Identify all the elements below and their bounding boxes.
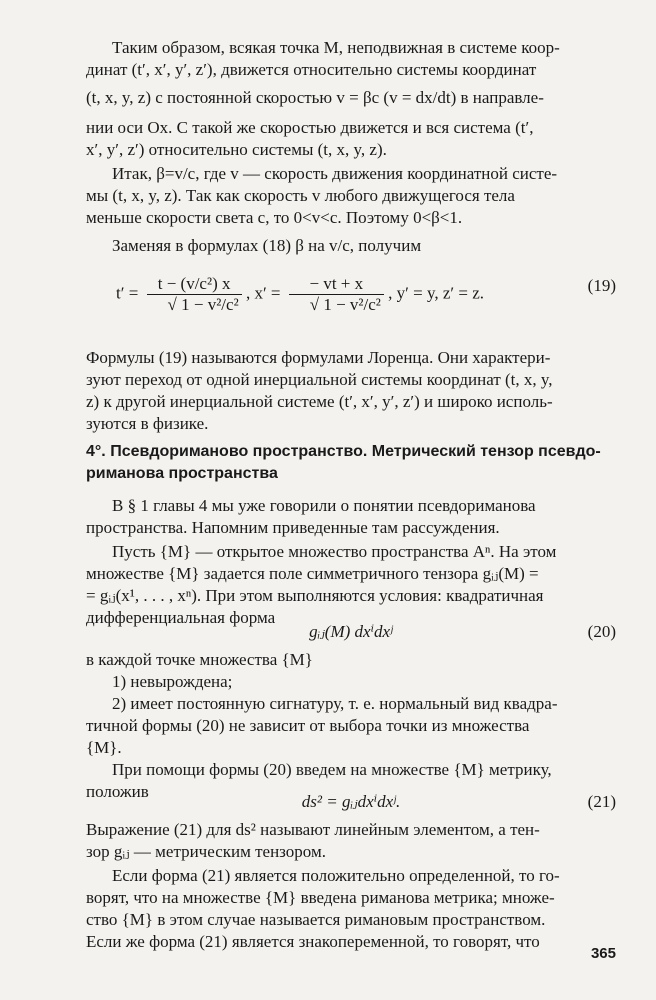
text-line: Выражение (21) для ds² называют линейным элементом, а тен- [86,820,540,839]
text-line: динат (t′, x′, y′, z′), движется относительно системы координат [86,60,537,79]
formula-19-t-radicand: 1 − v²/c² [181,295,239,314]
text-line: дифференциальная форма [86,608,276,627]
text-line: = gᵢⱼ(x¹, . . . , xⁿ). При этом выполняются условия: квадратичная [86,586,544,605]
formula-19-t-numerator: t − (v/c²) x [147,274,242,295]
text-line: Итак, β=v/c, где v — скорость движения координатной систе- [112,164,558,183]
text-line: При помощи формы (20) введем на множестве {M} метрику, [112,760,552,779]
text-line: Если форма (21) является положительно определенной, то го- [112,866,560,885]
text-line: нии оси Ox. С такой же скоростью движется и вся система (t′, [86,118,534,137]
text-line: зор gᵢⱼ — метрическим тензором. [86,842,326,861]
text-line: положив [86,782,149,801]
text-line: меньше скорости света c, то 0<v<c. Поэтому 0<β<1. [86,208,463,227]
page-number: 365 [590,945,616,962]
formula-20: gᵢⱼ(M) dxⁱdxʲ [309,622,393,641]
formula-19-t-lhs: t′ = [116,283,139,303]
text-line: зуются в физике. [86,414,209,433]
text-line: {M}. [86,738,122,757]
text-line: В § 1 главы 4 мы уже говорили о понятии псевдориманова [112,496,536,515]
list-item: 1) невырождена; [112,672,233,691]
list-item: 2) имеет постоянную сигнатуру, т. е. нормальный вид квадра- [112,694,558,713]
text-line: Если же форма (21) является знакопеременной, то говорят, что [86,932,540,951]
section-heading: риманова пространства [86,465,278,482]
text-line: пространства. Напомним приведенные там рассуждения. [86,518,500,537]
text-line: в каждой точке множества {M} [86,650,313,669]
text-line: Таким образом, всякая точка M, неподвижная в системе коор- [112,38,560,57]
text-line: Формулы (19) называются формулами Лоренца. Они характери- [86,348,551,367]
formula-19-rest: , y′ = y, z′ = z. [388,283,485,303]
text-line: Пусть {M} — открытое множество пространства Aⁿ. На этом [112,542,557,561]
text-line: Заменяя в формулах (18) β на v/c, получим [112,236,422,255]
formula-19-x-lhs: , x′ = [245,283,281,303]
formula-19: t′ = $\frac{\text{t − (v/c²) x}}{\text{√ 1 − v²/c²}}$ , x′ = $\frac{- vt + x}{\text{√ 1 − v²/c²}}$ , y′ = y, z′ = z. [116,274,485,314]
text-line: множестве {M} задается поле симметричного тензора gᵢⱼ(M) = [86,564,539,583]
formula-19-x-numerator: − vt + x [289,274,384,295]
text-line: зуют переход от одной инерциальной системы координат (t, x, y, [86,370,553,389]
formula-19-x-radicand: 1 − v²/c² [323,295,381,314]
formula-21: ds² = gᵢⱼdxⁱdxʲ. [301,792,401,811]
text-line: z) к другой инерциальной системе (t′, x′, y′, z′) и широко исполь- [86,392,553,411]
text-line: тичной формы (20) не зависит от выбора точки из множества [86,716,530,735]
text-line: ворят, что на множестве {M} введена риманова метрика; множе- [86,888,555,907]
text-line: мы (t, x, y, z). Так как скорость v любого движущегося тела [86,186,515,205]
text-line: ство {M} в этом случае называется римановым пространством. [86,910,546,929]
equation-number: (19) [587,276,616,295]
text-line: x′, y′, z′) относительно системы (t, x, y, z). [86,140,387,159]
equation-number: (21) [587,792,616,811]
text-line: (t, x, y, z) с постоянной скоростью v = βc (v = dx/dt) в направле- [86,88,544,107]
section-heading: 4°. Псевдориманово пространство. Метрический тензор псевдо- [86,443,601,460]
equation-number: (20) [587,622,616,641]
